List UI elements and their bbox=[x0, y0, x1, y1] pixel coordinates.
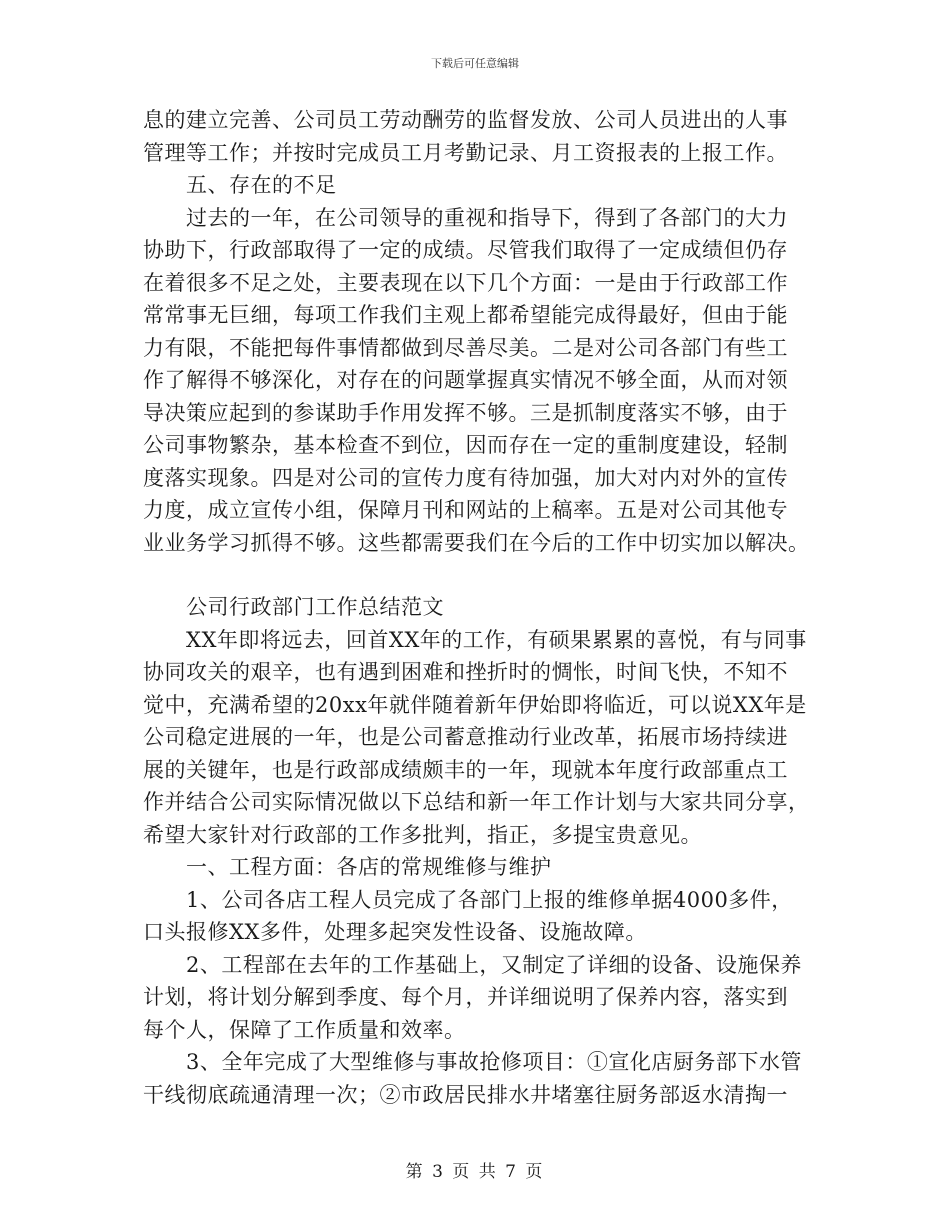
text-line: 度落实现象。四是对公司的宣传力度有待加强，加大对内对外的宣传 bbox=[143, 465, 788, 490]
text-line: 每个人，保障了工作质量和效率。 bbox=[143, 1017, 466, 1042]
page-number: 第 3 页 共 7 页 bbox=[405, 1162, 545, 1182]
text-line: 公司稳定进展的一年，也是公司蓄意推动行业改革，拓展市场持续进 bbox=[143, 725, 788, 749]
text-line: 2、工程部在去年的工作基础上，又制定了详细的设备、设施保养 bbox=[186, 952, 802, 977]
text-line: 在着很多不足之处，主要表现在以下几个方面：一是由于行政部工作 bbox=[143, 270, 788, 295]
text-line: 常常事无巨细，每项工作我们主观上都希望能完成得最好，但由于能 bbox=[143, 303, 788, 327]
text-line: 计划，将计划分解到季度、每个月，并详细说明了保养内容，落实到 bbox=[143, 985, 788, 1009]
text-line: 力度，成立宣传小组，保障月刊和网站的上稿率。五是对公司其他专 bbox=[143, 498, 788, 522]
text-line: 过去的一年，在公司领导的重视和指导下，得到了各部门的大力 bbox=[186, 205, 788, 230]
text-line: 管理等工作；并按时完成员工月考勤记录、月工资报表的上报工作。 bbox=[143, 140, 788, 165]
text-line: 公司事物繁杂，基本检查不到位，因而存在一定的重制度建设，轻制 bbox=[143, 433, 788, 457]
text-line: 干线彻底疏通清理一次；②市政居民排水井堵塞往厨务部返水清掏一 bbox=[143, 1082, 788, 1107]
document-body bbox=[143, 104, 813, 1111]
text-line: 力有限，不能把每件事情都做到尽善尽美。二是对公司各部门有些工 bbox=[143, 335, 788, 360]
text-line: 3、全年完成了大型维修与事故抢修项目：①宣化店厨务部下水管 bbox=[186, 1050, 802, 1074]
text-line: 导决策应起到的参谋助手作用发挥不够。三是抓制度落实不够，由于 bbox=[143, 400, 788, 425]
text-line: 作了解得不够深化，对存在的问题掌握真实情况不够全面，从而对领 bbox=[143, 368, 788, 392]
text-line: 协同攻关的艰辛，也有遇到困难和挫折时的惆怅，时间飞快，不知不 bbox=[143, 660, 788, 684]
paragraph-gap bbox=[143, 559, 813, 591]
section-heading: 五、存在的不足 bbox=[186, 173, 337, 197]
text-line: 觉中，充满希望的20xx年就伴随着新年伊始即将临近，可以说XX年是 bbox=[143, 692, 807, 717]
text-line: 作并结合公司实际情况做以下总结和新一年工作计划与大家共同分享， bbox=[143, 790, 810, 814]
text-line: 协助下，行政部取得了一定的成绩。尽管我们取得了一定成绩但仍存 bbox=[143, 238, 788, 262]
text-line: 业业务学习抓得不够。这些都需要我们在今后的工作中切实加以解决。 bbox=[143, 530, 810, 555]
text-line: 希望大家针对行政部的工作多批判，指正，多提宝贵意见。 bbox=[143, 822, 702, 847]
text-line: 口头报修XX多件，处理多起突发性设备、设施故障。 bbox=[143, 920, 647, 944]
header-note: 下载后可任意编辑 bbox=[431, 57, 519, 70]
section-heading: 一、工程方面：各店的常规维修与维护 bbox=[186, 855, 552, 879]
text-line: 展的关键年，也是行政部成绩颇丰的一年，现就本年度行政部重点工 bbox=[143, 757, 788, 782]
text-line: 1、公司各店工程人员完成了各部门上报的维修单据4000多件， bbox=[186, 887, 793, 912]
text-line: 息的建立完善、公司员工劳动酬劳的监督发放、公司人员进出的人事 bbox=[143, 108, 788, 132]
document-title: 公司行政部门工作总结范文 bbox=[186, 595, 444, 619]
text-line: XX年即将远去，回首XX年的工作，有硕果累累的喜悦，有与同事 bbox=[186, 627, 807, 652]
